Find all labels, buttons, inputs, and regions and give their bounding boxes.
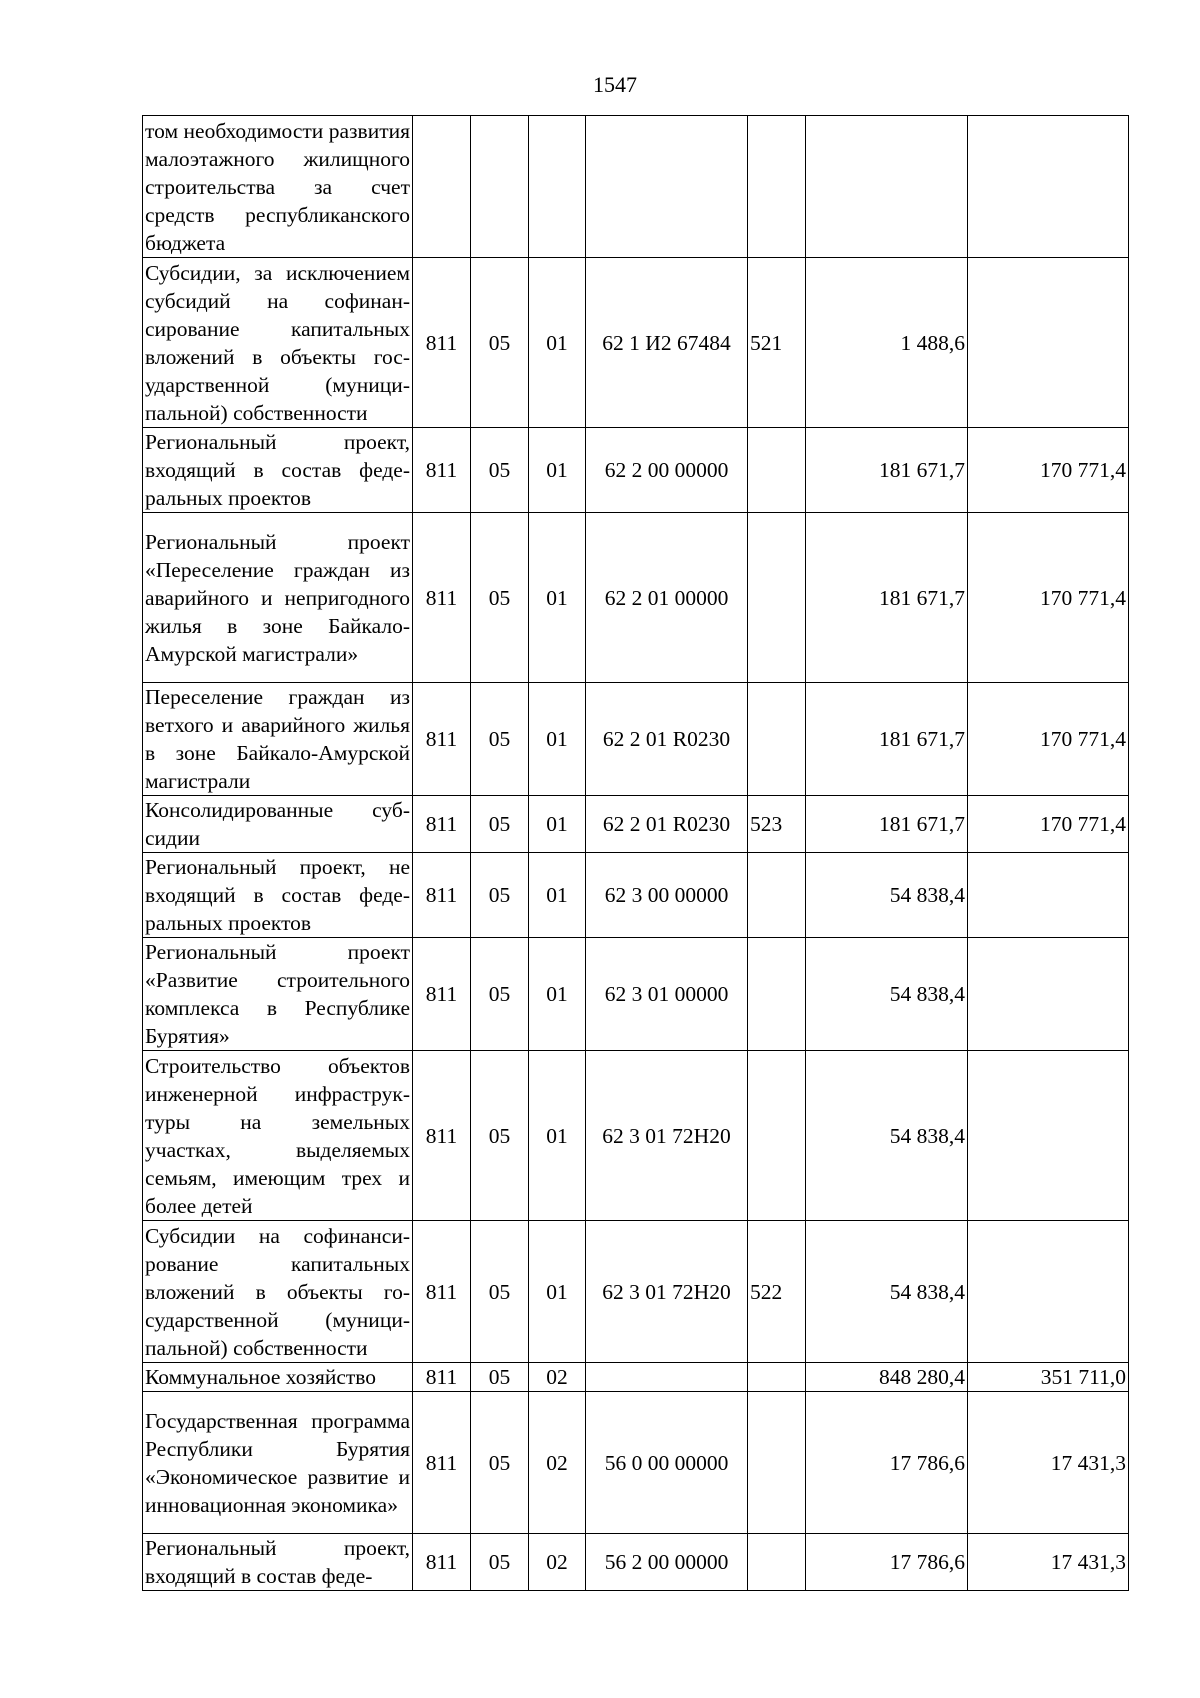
row-grbs: 811 [413,1534,471,1591]
row-pr: 01 [529,796,586,853]
row-pr: 02 [529,1363,586,1392]
row-vr [748,116,806,258]
row-sum-2 [968,1221,1129,1363]
row-sum-2 [968,938,1129,1051]
table-body [143,116,1129,1591]
row-name: Региональный проект, входящий в состав феде- [143,1534,413,1591]
row-vr [748,1363,806,1392]
table-row [143,853,1129,938]
row-vr [748,853,806,938]
row-rz: 05 [471,428,529,513]
row-sum-2 [968,258,1129,428]
row-sum-1: 181 671,7 [806,683,968,796]
row-rz: 05 [471,1534,529,1591]
row-grbs [413,116,471,258]
row-rz: 05 [471,513,529,683]
table-row [143,513,1129,683]
row-name: Консолидированные субсидии [143,796,413,853]
row-vr: 522 [748,1221,806,1363]
row-sum-1: 17 786,6 [806,1534,968,1591]
row-csr: 62 3 01 72Н20 [586,1221,748,1363]
table-row [143,1392,1129,1534]
row-pr: 02 [529,1392,586,1534]
table-row [143,1221,1129,1363]
row-name: Государственная программа Республики Бурятия «Экономическое развитие и инновационная экономика» [143,1392,413,1534]
row-sum-1 [806,116,968,258]
row-rz: 05 [471,938,529,1051]
row-pr: 01 [529,513,586,683]
row-csr: 62 2 01 R0230 [586,796,748,853]
row-name: Субсидии на софинансирование капитальных вложений в объекты государственной (муниципальной) собственности [143,1221,413,1363]
row-pr: 01 [529,428,586,513]
row-grbs: 811 [413,1363,471,1392]
row-name: Региональный проект, входящий в состав федеральных проектов [143,428,413,513]
row-name: Региональный проект «Переселение граждан из аварийного и непригодного жилья в зоне Байкало-Амурской магистрали» [143,513,413,683]
table-row [143,1534,1129,1591]
table-row [143,683,1129,796]
row-sum-2: 17 431,3 [968,1534,1129,1591]
row-name: Субсидии, за исключением субсидий на софинансирование капитальных вложений в объекты государственной (муниципальной) собственности [143,258,413,428]
row-name: Коммунальное хозяйство [143,1363,413,1392]
row-rz: 05 [471,796,529,853]
row-csr: 62 1 И2 67484 [586,258,748,428]
row-vr [748,938,806,1051]
row-vr [748,513,806,683]
row-sum-1: 54 838,4 [806,1051,968,1221]
table-row [143,428,1129,513]
row-csr: 62 2 00 00000 [586,428,748,513]
row-sum-1: 181 671,7 [806,428,968,513]
row-name: Переселение граждан из ветхого и аварийного жилья в зоне Байкало-Амурской магистрали [143,683,413,796]
row-pr: 01 [529,938,586,1051]
row-csr: 62 3 01 72Н20 [586,1051,748,1221]
row-name: Региональный проект «Развитие строительного комплекса в Республике Бурятия» [143,938,413,1051]
row-vr: 523 [748,796,806,853]
table-row [143,1363,1129,1392]
row-name: том необходимости развития малоэтажного жилищного строительства за счет средств республиканского бюджета [143,116,413,258]
table-row [143,796,1129,853]
row-pr: 01 [529,683,586,796]
row-sum-2: 170 771,4 [968,428,1129,513]
row-sum-2: 170 771,4 [968,513,1129,683]
row-grbs: 811 [413,1051,471,1221]
row-csr: 56 2 00 00000 [586,1534,748,1591]
row-rz: 05 [471,853,529,938]
row-grbs: 811 [413,938,471,1051]
row-vr: 521 [748,258,806,428]
row-sum-1: 1 488,6 [806,258,968,428]
row-rz: 05 [471,258,529,428]
row-name: Строительство объектов инженерной инфраструктуры на земельных участках, выделяемых семьям, имеющим трех и более детей [143,1051,413,1221]
row-csr: 56 0 00 00000 [586,1392,748,1534]
row-rz: 05 [471,1363,529,1392]
row-grbs: 811 [413,1392,471,1534]
row-sum-2 [968,116,1129,258]
row-csr [586,116,748,258]
table-row [143,1051,1129,1221]
row-sum-2: 17 431,3 [968,1392,1129,1534]
row-sum-1: 54 838,4 [806,938,968,1051]
row-sum-1: 181 671,7 [806,796,968,853]
table-row [143,116,1129,258]
row-sum-2 [968,853,1129,938]
row-sum-1: 848 280,4 [806,1363,968,1392]
row-vr [748,1534,806,1591]
row-pr: 01 [529,258,586,428]
row-csr: 62 3 01 00000 [586,938,748,1051]
row-sum-2: 170 771,4 [968,796,1129,853]
row-rz: 05 [471,1392,529,1534]
row-sum-1: 17 786,6 [806,1392,968,1534]
row-vr [748,683,806,796]
row-pr: 02 [529,1534,586,1591]
table-row [143,938,1129,1051]
row-pr: 01 [529,1051,586,1221]
budget-table [142,115,1129,1591]
row-sum-2: 170 771,4 [968,683,1129,796]
row-pr: 01 [529,853,586,938]
page-number: 1547 [593,72,637,97]
row-csr: 62 2 01 00000 [586,513,748,683]
row-rz: 05 [471,1221,529,1363]
row-rz: 05 [471,1051,529,1221]
row-vr [748,1051,806,1221]
row-vr [748,1392,806,1534]
row-sum-2: 351 711,0 [968,1363,1129,1392]
row-grbs: 811 [413,513,471,683]
row-pr: 01 [529,1221,586,1363]
table-row [143,258,1129,428]
row-pr [529,116,586,258]
row-rz [471,116,529,258]
row-sum-2 [968,1051,1129,1221]
row-grbs: 811 [413,428,471,513]
row-sum-1: 54 838,4 [806,853,968,938]
row-name: Региональный проект, не входящий в состав федеральных проектов [143,853,413,938]
row-csr: 62 3 00 00000 [586,853,748,938]
row-sum-1: 181 671,7 [806,513,968,683]
row-csr: 62 2 01 R0230 [586,683,748,796]
row-rz: 05 [471,683,529,796]
row-vr [748,428,806,513]
row-grbs: 811 [413,683,471,796]
row-grbs: 811 [413,1221,471,1363]
row-csr [586,1363,748,1392]
row-sum-1: 54 838,4 [806,1221,968,1363]
row-grbs: 811 [413,258,471,428]
row-grbs: 811 [413,796,471,853]
row-grbs: 811 [413,853,471,938]
